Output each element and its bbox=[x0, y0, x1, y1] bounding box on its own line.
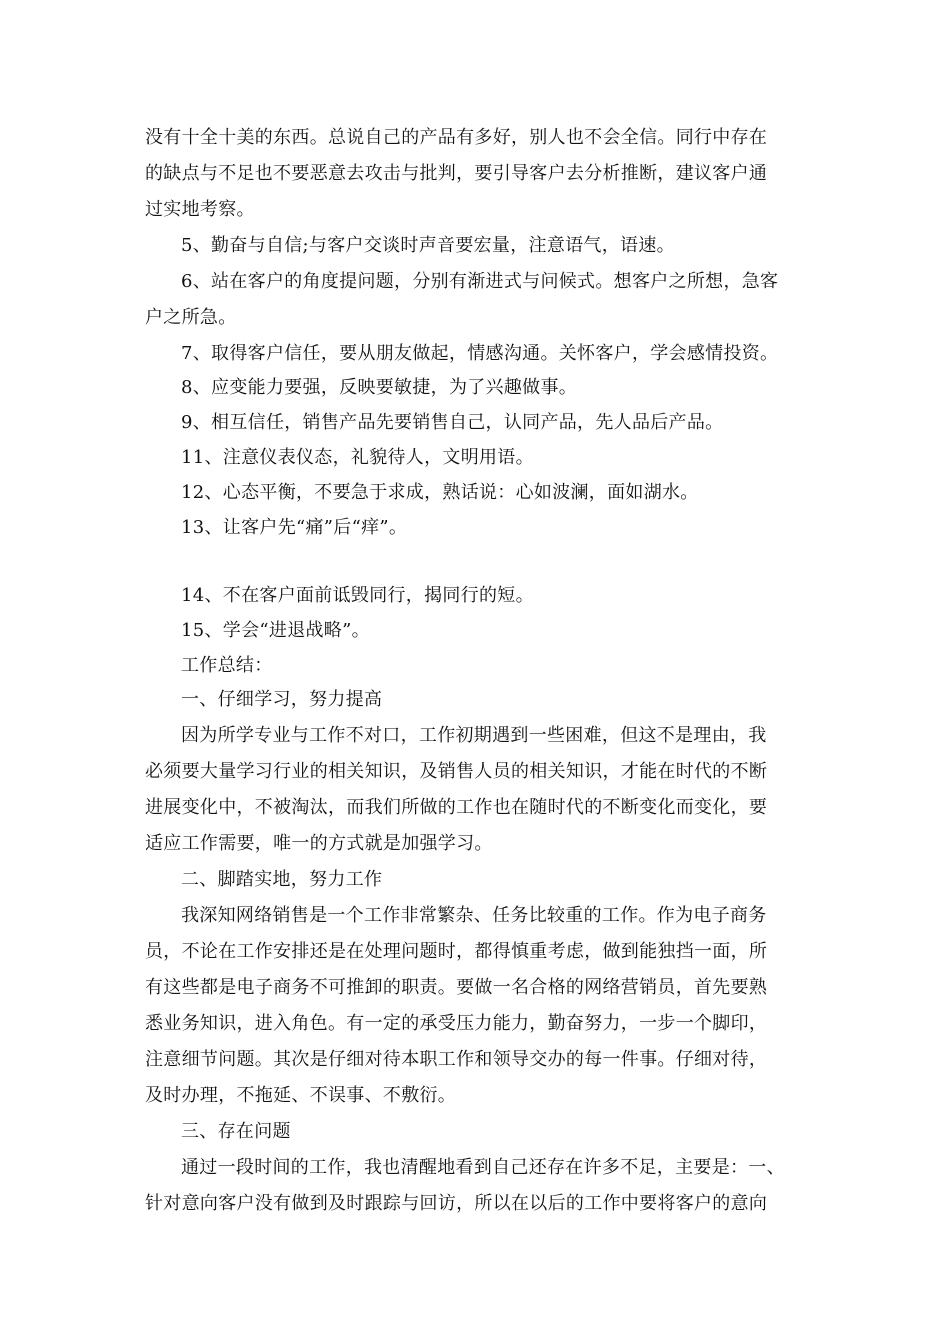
list-item: 8、应变能力要强，反映要敏捷，为了兴趣做事。 bbox=[181, 377, 578, 398]
text-line: 因为所学专业与工作不对口，工作初期遇到一些困难，但这不是理由，我 bbox=[181, 725, 767, 746]
text-line: 针对意向客户没有做到及时跟踪与回访，所以在以后的工作中要将客户的意向 bbox=[145, 1193, 768, 1214]
text-line: 有这些都是电子商务不可推卸的职责。要做一名合格的网络营销员，首先要熟 bbox=[145, 977, 768, 998]
text-line: 必须要大量学习行业的相关知识，及销售人员的相关知识，才能在时代的不断 bbox=[145, 761, 768, 782]
list-item: 12、心态平衡，不要急于求成，熟话说：心如波澜，面如湖水。 bbox=[181, 482, 699, 503]
text-line: 员，不论在工作安排还是在处理问题时，都得慎重考虑，做到能独挡一面，所 bbox=[145, 941, 768, 962]
list-item: 5、勤奋与自信;与客户交谈时声音要宏量，注意语气，语速。 bbox=[181, 235, 675, 256]
text-line: 通过一段时间的工作，我也清醒地看到自己还存在许多不足，主要是：一、 bbox=[181, 1157, 785, 1178]
section-heading: 二、脚踏实地，努力工作 bbox=[181, 869, 383, 890]
section-heading: 工作总结： bbox=[181, 655, 273, 676]
text-line: 过实地考察。 bbox=[145, 199, 255, 220]
list-item: 7、取得客户信任，要从朋友做起，情感沟通。关怀客户，学会感情投资。 bbox=[181, 343, 779, 364]
list-item: 6、站在客户的角度提问题，分别有渐进式与问候式。想客户之所想，急客 bbox=[181, 271, 779, 292]
text-line: 适应工作需要，唯一的方式就是加强学习。 bbox=[145, 833, 493, 854]
text-line: 悉业务知识，进入角色。有一定的承受压力能力，勤奋努力，一步一个脚印， bbox=[145, 1013, 768, 1034]
text-line: 户之所急。 bbox=[145, 307, 237, 328]
list-item: 9、相互信任，销售产品先要销售自己，认同产品，先人品后产品。 bbox=[181, 412, 724, 433]
section-heading: 一、仔细学习，努力提高 bbox=[181, 689, 383, 710]
list-item: 13、让客户先“痛”后“痒”。 bbox=[181, 517, 408, 538]
list-item: 11、注意仪表仪态，礼貌待人，文明用语。 bbox=[181, 447, 534, 468]
text-line: 进展变化中，不被淘汰，而我们所做的工作也在随时代的不断变化而变化，要 bbox=[145, 797, 768, 818]
section-heading: 三、存在问题 bbox=[181, 1121, 291, 1142]
text-line: 及时办理，不拖延、不误事、不敷衍。 bbox=[145, 1085, 457, 1106]
text-line: 没有十全十美的东西。总说自己的产品有多好，别人也不会全信。同行中存在 bbox=[145, 127, 768, 148]
list-item: 14、不在客户面前诋毁同行，揭同行的短。 bbox=[181, 585, 534, 606]
text-line: 的缺点与不足也不要恶意去攻击与批判，要引导客户去分析推断，建议客户通 bbox=[145, 163, 768, 184]
list-item: 15、学会“进退战略”。 bbox=[181, 620, 370, 641]
text-line: 我深知网络销售是一个工作非常繁杂、任务比较重的工作。作为电子商务 bbox=[181, 905, 767, 926]
text-line: 注意细节问题。其次是仔细对待本职工作和领导交办的每一件事。仔细对待， bbox=[145, 1049, 768, 1070]
